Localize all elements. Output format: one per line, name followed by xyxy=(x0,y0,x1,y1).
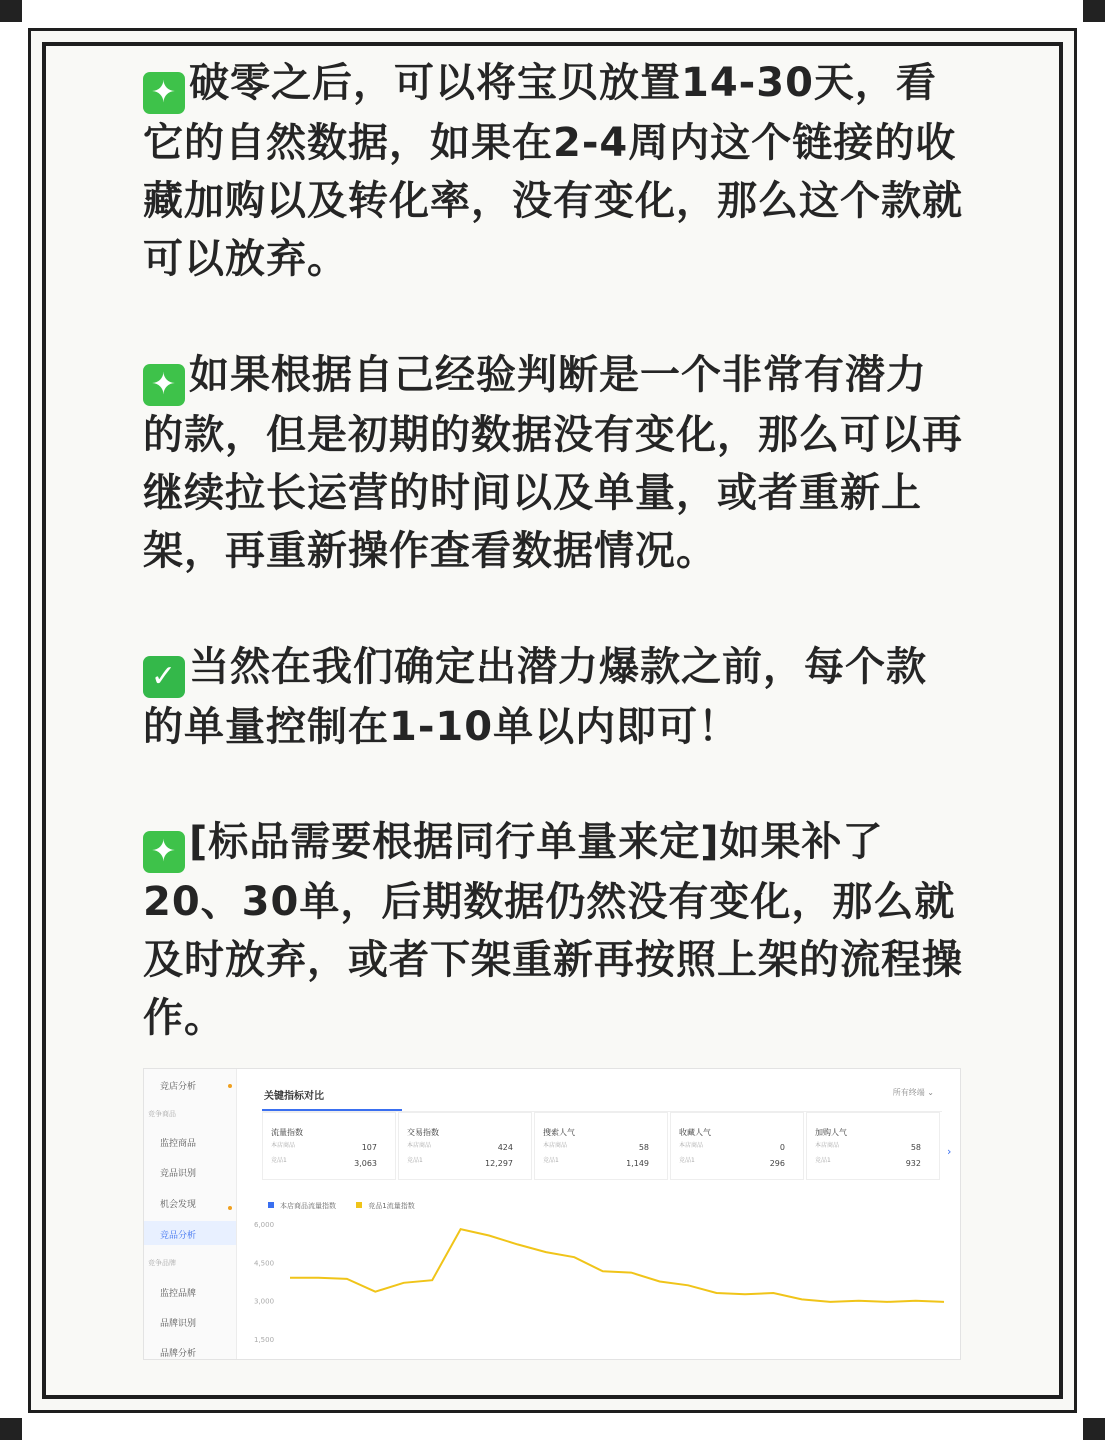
metric-value: 424 xyxy=(497,1143,513,1152)
metric-sub-label: 本店商品 xyxy=(271,1142,296,1149)
paragraph-1: ✦ 破零之后，可以将宝贝放置14-30天，看它的自然数据，如果在2-4周内这个链接的收藏加购以及转化率，没有变化，那么这个款就可以放弃。 xyxy=(143,60,963,282)
corner-mark xyxy=(1083,1418,1105,1440)
line-chart xyxy=(254,1214,954,1354)
sidebar-item-shop-analysis[interactable]: 竞店分析 xyxy=(160,1082,197,1092)
section-title: 关键指标对比 xyxy=(264,1091,324,1102)
sparkle-icon: ✦ xyxy=(143,831,185,873)
legend-swatch xyxy=(356,1202,362,1208)
metric-card[interactable] xyxy=(398,1112,532,1180)
y-tick-label: 4,500 xyxy=(254,1259,275,1268)
metric-sub-label: 竞品1 xyxy=(815,1157,831,1164)
metric-name: 搜索人气 xyxy=(543,1128,575,1137)
metric-card[interactable] xyxy=(262,1112,396,1180)
metric-value: 3,063 xyxy=(354,1159,377,1168)
filter-label: 所有终端 xyxy=(892,1088,925,1097)
sidebar-item[interactable]: 监控品牌 xyxy=(160,1289,197,1299)
metric-value: 107 xyxy=(361,1143,377,1152)
legend-item: 本店商品流量指数 xyxy=(280,1202,336,1210)
metric-value: 1,149 xyxy=(626,1159,649,1168)
series-line xyxy=(290,1229,944,1302)
metric-name: 交易指数 xyxy=(407,1128,439,1137)
y-tick-label: 3,000 xyxy=(254,1297,275,1306)
paragraph-3: ✓ 当然在我们确定出潜力爆款之前，每个款的单量控制在1-10单以内即可！ xyxy=(143,644,927,750)
metric-value: 0 xyxy=(779,1143,785,1152)
legend-swatch xyxy=(268,1202,274,1208)
metric-sub-label: 本店商品 xyxy=(543,1142,568,1149)
terminal-filter-dropdown[interactable] xyxy=(893,1087,934,1098)
corner-mark xyxy=(0,0,22,22)
y-tick-label: 1,500 xyxy=(254,1336,275,1344)
sidebar-item[interactable]: 竞品识别 xyxy=(160,1169,197,1179)
metric-sub-label: 竞品1 xyxy=(543,1157,559,1164)
notification-dot xyxy=(228,1206,232,1210)
sidebar-item[interactable]: 品牌识别 xyxy=(160,1319,197,1329)
metric-sub-label: 本店商品 xyxy=(407,1142,432,1149)
metric-value: 58 xyxy=(638,1143,649,1152)
metric-sub-label: 本店商品 xyxy=(815,1142,840,1149)
metric-card[interactable] xyxy=(670,1112,804,1180)
paragraph-2: ✦ 如果根据自己经验判断是一个非常有潜力的款，但是初期的数据没有变化，那么可以再继续拉长运营的时间以及单量，或者重新上架，再重新操作查看数据情况。 xyxy=(143,352,963,574)
y-tick-label: 6,000 xyxy=(254,1221,275,1229)
corner-mark xyxy=(1083,0,1105,22)
metric-value: 296 xyxy=(769,1159,785,1168)
metric-cards xyxy=(262,1111,942,1182)
metric-name: 加购人气 xyxy=(815,1128,847,1137)
metric-value: 932 xyxy=(905,1159,921,1168)
chevron-right-icon[interactable]: › xyxy=(947,1145,952,1158)
metric-name: 收藏人气 xyxy=(679,1128,711,1137)
notification-dot xyxy=(228,1084,232,1088)
sparkle-icon: ✦ xyxy=(143,72,185,114)
metric-sub-label: 竞品1 xyxy=(407,1157,423,1164)
sidebar xyxy=(144,1069,237,1359)
sidebar-item[interactable]: 监控商品 xyxy=(160,1139,197,1149)
sidebar-group-label: 竞争商品 xyxy=(148,1110,176,1118)
sparkle-icon: ✦ xyxy=(143,364,185,406)
check-icon: ✓ xyxy=(143,656,185,698)
metric-sub-label: 本店商品 xyxy=(679,1142,704,1149)
metric-value: 58 xyxy=(910,1143,921,1152)
metric-value: 12,297 xyxy=(485,1159,513,1168)
corner-mark xyxy=(0,1418,22,1440)
metric-sub-label: 竞品1 xyxy=(271,1157,287,1164)
metric-sub-label: 竞品1 xyxy=(679,1157,695,1164)
paragraph-4: ✦ [标品需要根据同行单量来定]如果补了20、30单，后期数据仍然没有变化，那么就及时放弃，或者下架重新再按照上架的流程操作。 xyxy=(143,819,963,1041)
legend-item: 竞品1流量指数 xyxy=(368,1202,415,1210)
metric-name: 流量指数 xyxy=(271,1128,303,1137)
sidebar-item-active[interactable]: 竞品分析 xyxy=(160,1231,197,1241)
metric-card[interactable] xyxy=(806,1112,940,1180)
metric-card[interactable] xyxy=(534,1112,668,1180)
chevron-down-icon: ⌄ xyxy=(927,1088,934,1097)
sidebar-group-label: 竞争品牌 xyxy=(148,1259,176,1267)
sidebar-item[interactable]: 品牌分析 xyxy=(160,1349,197,1359)
chart-legend xyxy=(268,1201,415,1211)
analytics-screenshot xyxy=(143,1068,961,1360)
sidebar-item[interactable]: 机会发现 xyxy=(160,1200,197,1210)
